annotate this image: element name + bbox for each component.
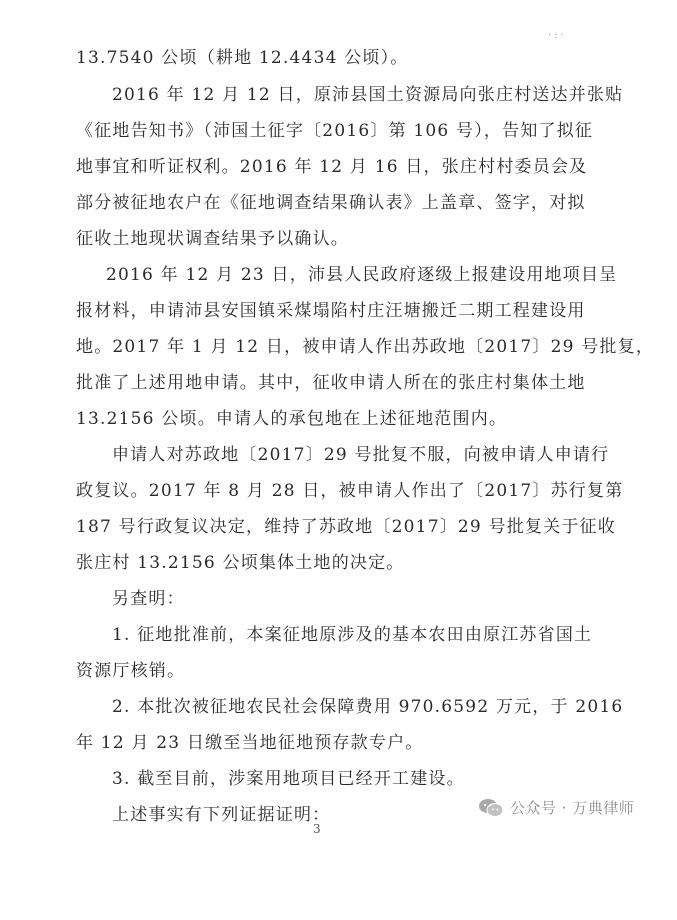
wechat-icon (478, 798, 504, 818)
document-line: 资源厅核销。 (76, 661, 186, 681)
watermark-text: 公众号 · 万典律师 (510, 799, 635, 817)
document-line: 地。2017 年 1 月 12 日，被申请人作出苏政地〔2017〕29 号批复， (76, 337, 655, 357)
document-line: 1. 征地批准前，本案征地原涉及的基本农田由原江苏省国土 (112, 625, 593, 645)
document-line: 征收土地现状调查结果予以确认。 (76, 229, 349, 249)
document-line: 年 12 月 23 日缴至当地征地预存款专户。 (76, 733, 424, 753)
document-line: 报材料，申请沛县安国镇采煤塌陷村庄汪塘搬迁二期工程建设用 (76, 301, 586, 321)
document-line: 3. 截至目前，涉案用地项目已经开工建设。 (112, 769, 465, 789)
document-line: 2016 年 12 月 23 日，沛县人民政府逐级上报建设用地项目呈 (106, 265, 618, 285)
document-line: 13.7540 公顷（耕地 12.4434 公顷）。 (76, 48, 409, 68)
document-line: 13.2156 公顷。申请人的承包地在上述征地范围内。 (76, 409, 508, 429)
document-line: 2016 年 12 月 12 日，原沛县国土资源局向张庄村送达并张贴 (112, 85, 624, 105)
document-line: 187 号行政复议决定，维持了苏政地〔2017〕29 号批复关于征收 (76, 517, 616, 537)
document-line: 另查明： (112, 589, 185, 609)
page-number: 3 (313, 822, 321, 836)
document-line: 部分被征地农户在《征地调查结果确认表》上盖章、签字，对拟 (76, 193, 586, 213)
document-line: 批准了上述用地申请。其中，征收申请人所在的张庄村集体土地 (76, 373, 586, 393)
scan-mark: ·:· (548, 30, 567, 41)
document-line: 政复议。2017 年 8 月 28 日，被申请人作出了〔2017〕苏行复第 (76, 481, 624, 501)
document-line: 上述事实有下列证据证明： (112, 805, 331, 825)
document-line: 地事宜和听证权利。2016 年 12 月 16 日，张庄村村委员会及 (76, 157, 588, 177)
wechat-watermark (478, 797, 634, 818)
document-line: 2. 本批次被征地农民社会保障费用 970.6592 万元，于 2016 (112, 697, 624, 717)
document-line: 张庄村 13.2156 公顷集体土地的决定。 (76, 553, 405, 573)
document-line: 《征地告知书》（沛国土征字〔2016〕第 106 号），告知了拟征 (76, 121, 594, 141)
document-line: 申请人对苏政地〔2017〕29 号批复不服，向被申请人申请行 (112, 445, 610, 465)
